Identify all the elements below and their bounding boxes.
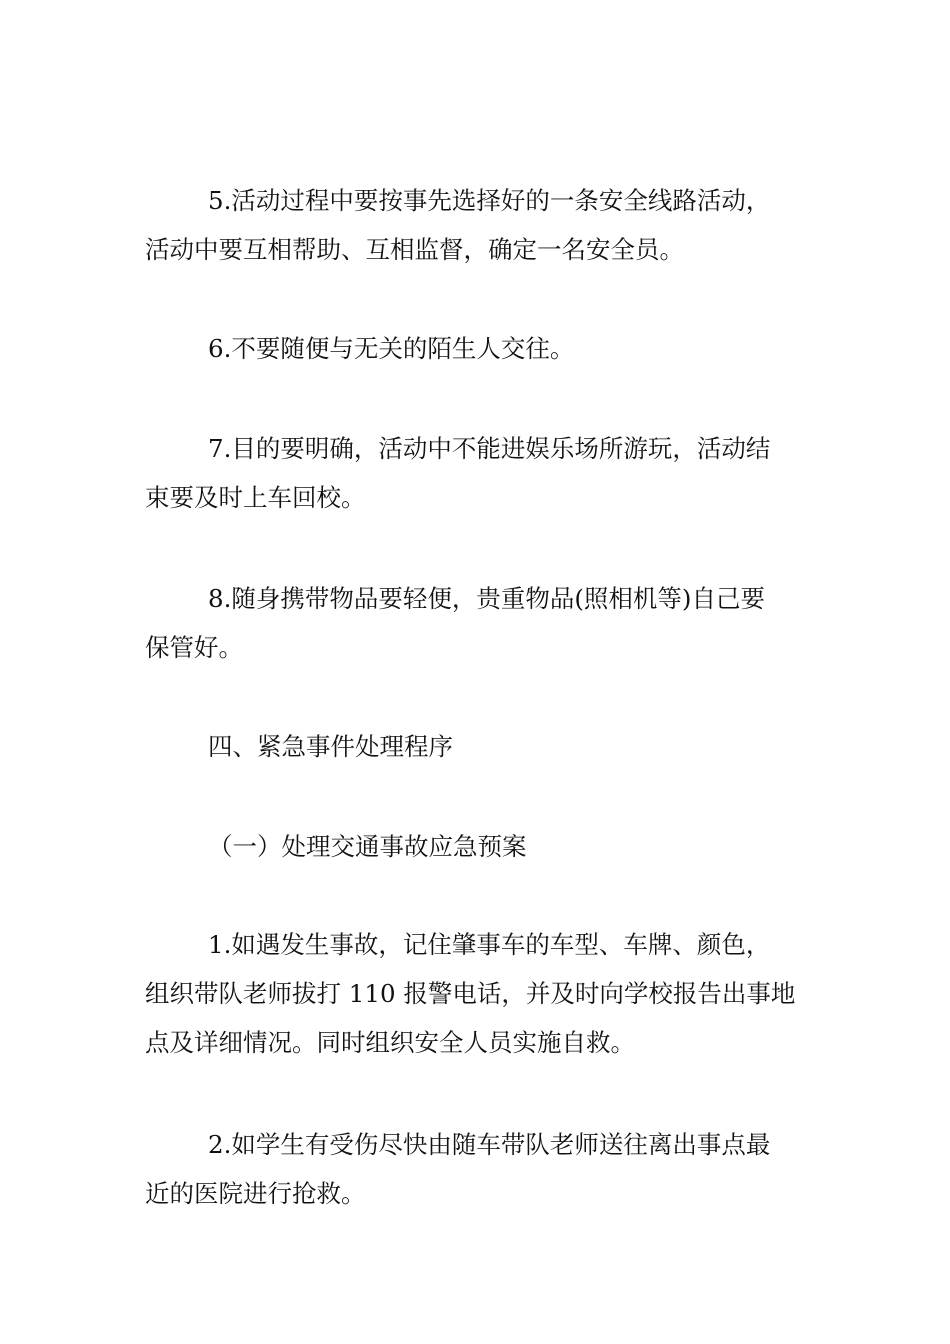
text-line: 保管好。 [145, 633, 243, 662]
subheading-text: （一）处理交通事故应急预案 [208, 832, 527, 861]
subsection-heading [145, 822, 810, 871]
section-heading [145, 722, 810, 771]
paragraph-item-7 [145, 424, 810, 522]
text-line: 束要及时上车回校。 [145, 483, 366, 512]
text-line: 8.随身携带物品要轻便，贵重物品(照相机等)自己要 [208, 584, 765, 613]
paragraph-item-5 [145, 176, 810, 274]
paragraph-item-1 [145, 920, 810, 1067]
text-line: 点及详细情况。同时组织安全人员实施自救。 [145, 1028, 635, 1057]
paragraph-item-8 [145, 574, 810, 672]
text-line: 6.不要随便与无关的陌生人交往。 [208, 334, 575, 363]
text-line: 5.活动过程中要按事先选择好的一条安全线路活动， [208, 186, 771, 215]
text-line: 近的医院进行抢救。 [145, 1179, 366, 1208]
text-line: 活动中要互相帮助、互相监督，确定一名安全员。 [145, 235, 684, 264]
text-line: 组织带队老师拔打 110 报警电话，并及时向学校报告出事地 [145, 979, 796, 1008]
text-line: 7.目的要明确，活动中不能进娱乐场所游玩，活动结 [208, 434, 771, 463]
text-line: 1.如遇发生事故，记住肇事车的车型、车牌、颜色， [208, 930, 771, 959]
heading-text: 四、紧急事件处理程序 [208, 732, 453, 761]
text-line: 2.如学生有受伤尽快由随车带队老师送往离出事点最 [208, 1130, 771, 1159]
paragraph-item-2 [145, 1120, 810, 1218]
paragraph-item-6 [145, 324, 810, 373]
